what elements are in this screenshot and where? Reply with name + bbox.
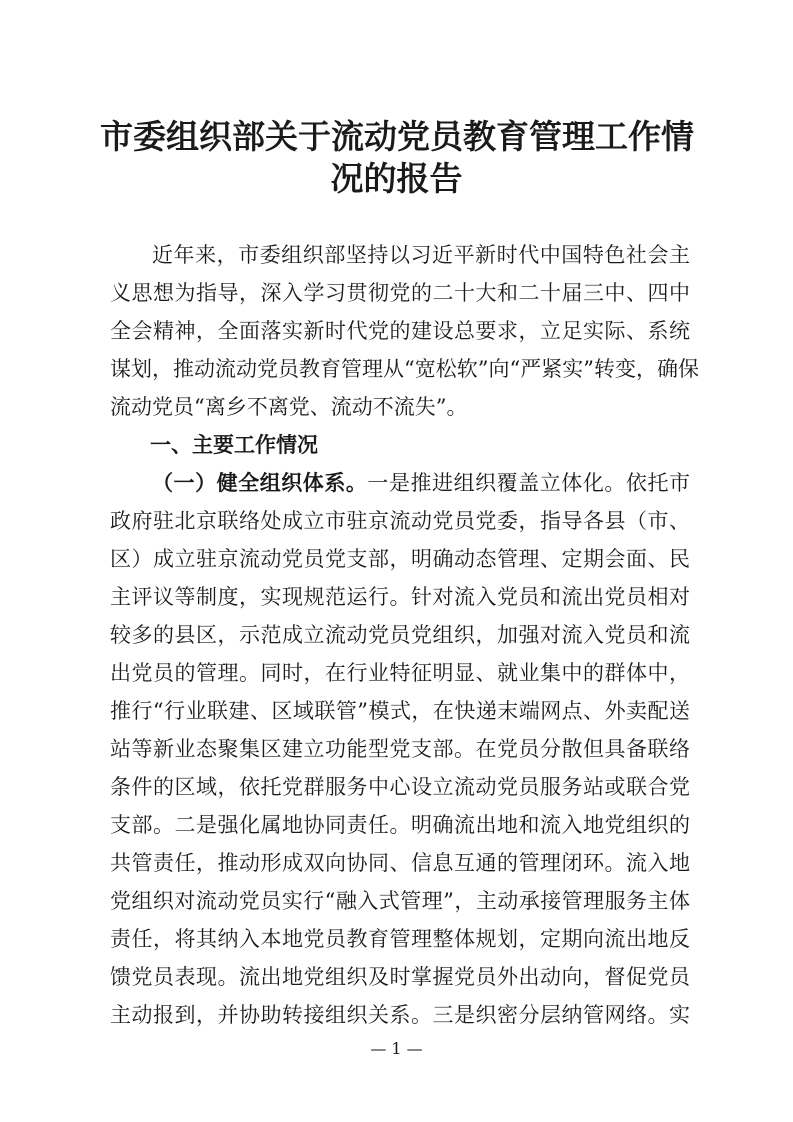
intro-line: 谋划，推动流动党员教育管理从“宽松软”向“严紧实”转变，确保: [110, 357, 699, 381]
body-line: 馈党员表现。流出地党组织及时掌握党员外出动向，督促党员: [110, 965, 690, 989]
body-line: 主动报到，并协助转接组织关系。三是织密分层纳管网络。实: [110, 1003, 690, 1027]
body-line: 责任，将其纳入本地党员教育管理整体规划，定期向流出地反: [110, 927, 690, 951]
body-line: 区）成立驻京流动党员党支部，明确动态管理、定期会面、民: [110, 547, 690, 571]
body-line: 较多的县区，示范成立流动党员党组织，加强对流入党员和流: [110, 623, 690, 647]
intro-line: 近年来，市委组织部坚持以习近平新时代中国特色社会主: [152, 243, 690, 267]
intro-line: 流动党员“离乡不离党、流动不流失”。: [110, 395, 468, 419]
body-line: 条件的区域，依托党群服务中心设立流动党员服务站或联合党: [110, 775, 690, 799]
body-line: 共管责任，推动形成双向协同、信息互通的管理闭环。流入地: [110, 851, 690, 875]
body-line: 党组织对流动党员实行“融入式管理”，主动承接管理服务主体: [110, 889, 690, 913]
subsection-first-line: [152, 464, 690, 502]
body-line: 支部。二是强化属地协同责任。明确流出地和流入地党组织的: [110, 813, 690, 837]
intro-line: 义思想为指导，深入学习贯彻党的二十大和二十届三中、四中: [110, 281, 690, 305]
section-heading: 一、主要工作情况: [150, 433, 318, 457]
subsection-label: （一）健全组织体系。: [152, 471, 368, 495]
body-line: 站等新业态聚集区建立功能型党支部。在党员分散但具备联络: [110, 737, 690, 761]
document-title-line-2: 况的报告: [330, 159, 463, 198]
subsection-first-text: 一是推进组织覆盖立体化。依托市: [367, 471, 691, 495]
page-number: — 1 —: [370, 1039, 423, 1058]
document-title-line-1: 市委组织部关于流动党员教育管理工作情: [100, 117, 694, 156]
intro-line: 全会精神，全面落实新时代党的建设总要求，立足实际、系统: [110, 319, 690, 343]
body-line: 主评议等制度，实现规范运行。针对流入党员和流出党员相对: [110, 585, 690, 609]
body-line: 出党员的管理。同时，在行业特征明显、就业集中的群体中，: [110, 661, 690, 685]
body-line: 推行“行业联建、区域联管”模式，在快递末端网点、外卖配送: [110, 699, 690, 723]
body-line: 政府驻北京联络处成立市驻京流动党员党委，指导各县（市、: [110, 509, 690, 533]
